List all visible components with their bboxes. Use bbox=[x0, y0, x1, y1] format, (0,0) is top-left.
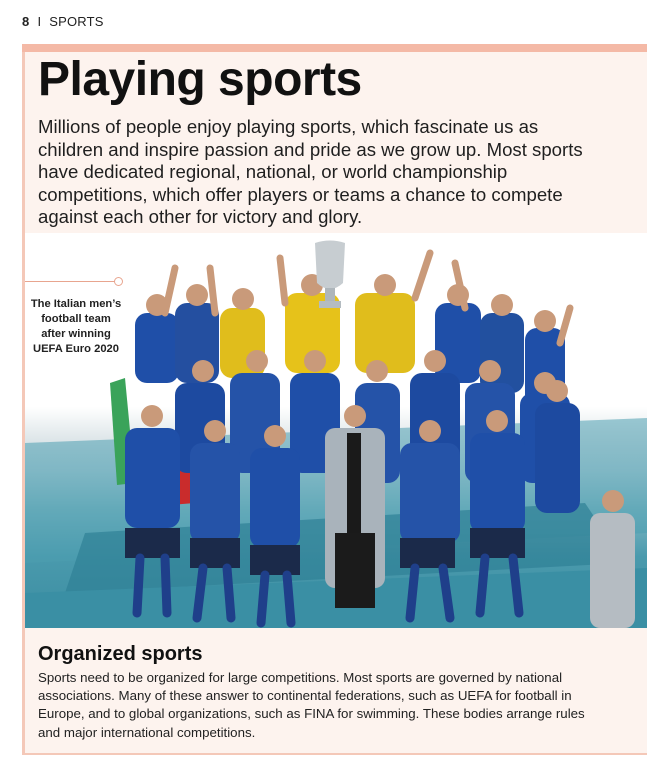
section-body-text: Sports need to be organized for large competitions. Most sports are governed by national associations. Many of these answer to continental federations, such as UEFA for football in Europe, and to global organizations, such as FINA for swimming. These bodies arrange rules and major international competitions. bbox=[38, 670, 585, 740]
bottom-border bbox=[22, 753, 647, 755]
caption-leader-dot bbox=[114, 277, 123, 286]
top-color-band bbox=[22, 44, 647, 52]
section-heading: Organized sports bbox=[38, 643, 203, 665]
page-title: Playing sports bbox=[38, 53, 362, 106]
running-header bbox=[22, 14, 104, 29]
page-number: 8 bbox=[22, 14, 30, 29]
intro-paragraph: Millions of people enjoy playing sports, which fascinate us as children and inspire passion and pride as we grow up. Most sports have dedicated regional, national, or world championship competitions, which offer players or teams a chance to compete against each other for victory and glory. bbox=[38, 116, 583, 227]
team-celebration-photo bbox=[25, 233, 647, 628]
caption-leader-line bbox=[25, 281, 118, 282]
photo-illustration bbox=[25, 233, 647, 628]
photo-caption: The Italian men’s football team after winning UEFA Euro 2020 bbox=[30, 298, 122, 355]
section-name: SPORTS bbox=[49, 14, 104, 29]
header-separator: I bbox=[37, 14, 42, 29]
